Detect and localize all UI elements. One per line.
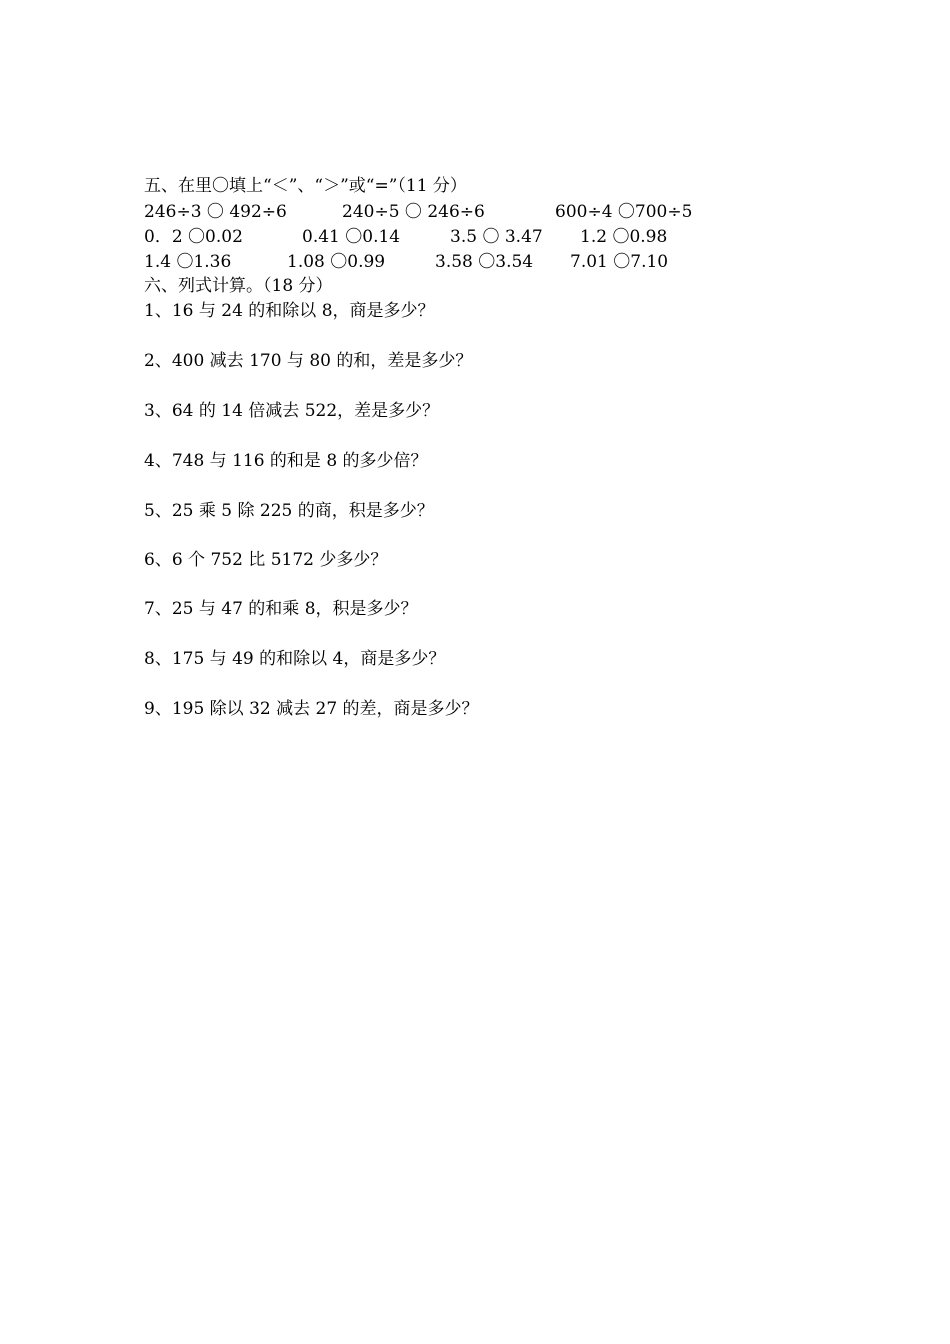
comparison-item: 0.41 〇0.14 bbox=[302, 227, 401, 247]
question-item: 4、748 与 116 的和是 8 的多少倍？ bbox=[144, 451, 428, 471]
comparison-item: 240÷5 〇 246÷6 bbox=[342, 202, 485, 222]
comparison-item: 600÷4 〇700÷5 bbox=[555, 202, 693, 222]
comparison-item: 246÷3 〇 492÷6 bbox=[144, 202, 287, 222]
section6-title: 六、列式计算。（18 分） bbox=[144, 276, 333, 296]
comparison-item: 3.58 〇3.54 bbox=[435, 252, 534, 272]
question-item: 9、195 除以 32 减去 27 的差，商是多少？ bbox=[144, 699, 479, 719]
comparison-item: 1.4 〇1.36 bbox=[144, 252, 232, 272]
comparison-item: 3.5 〇 3.47 bbox=[450, 227, 543, 247]
question-item: 5、25 乘 5 除 225 的商，积是多少？ bbox=[144, 501, 434, 521]
comparison-item: 1.2 〇0.98 bbox=[580, 227, 668, 247]
section5-title: 五、在里〇填上“＜”、“＞”或“=”（11 分） bbox=[144, 176, 467, 196]
comparison-item: 0．2 〇0.02 bbox=[144, 227, 243, 247]
question-item: 1、16 与 24 的和除以 8，商是多少？ bbox=[144, 301, 435, 321]
question-item: 6、6 个 752 比 5172 少多少？ bbox=[144, 550, 388, 570]
question-item: 8、175 与 49 的和除以 4，商是多少？ bbox=[144, 649, 446, 669]
question-item: 3、64 的 14 倍减去 522，差是多少？ bbox=[144, 401, 440, 421]
question-item: 2、400 减去 170 与 80 的和，差是多少？ bbox=[144, 351, 473, 371]
comparison-item: 7.01 〇7.10 bbox=[570, 252, 669, 272]
question-item: 7、25 与 47 的和乘 8，积是多少？ bbox=[144, 599, 418, 619]
comparison-item: 1.08 〇0.99 bbox=[287, 252, 386, 272]
